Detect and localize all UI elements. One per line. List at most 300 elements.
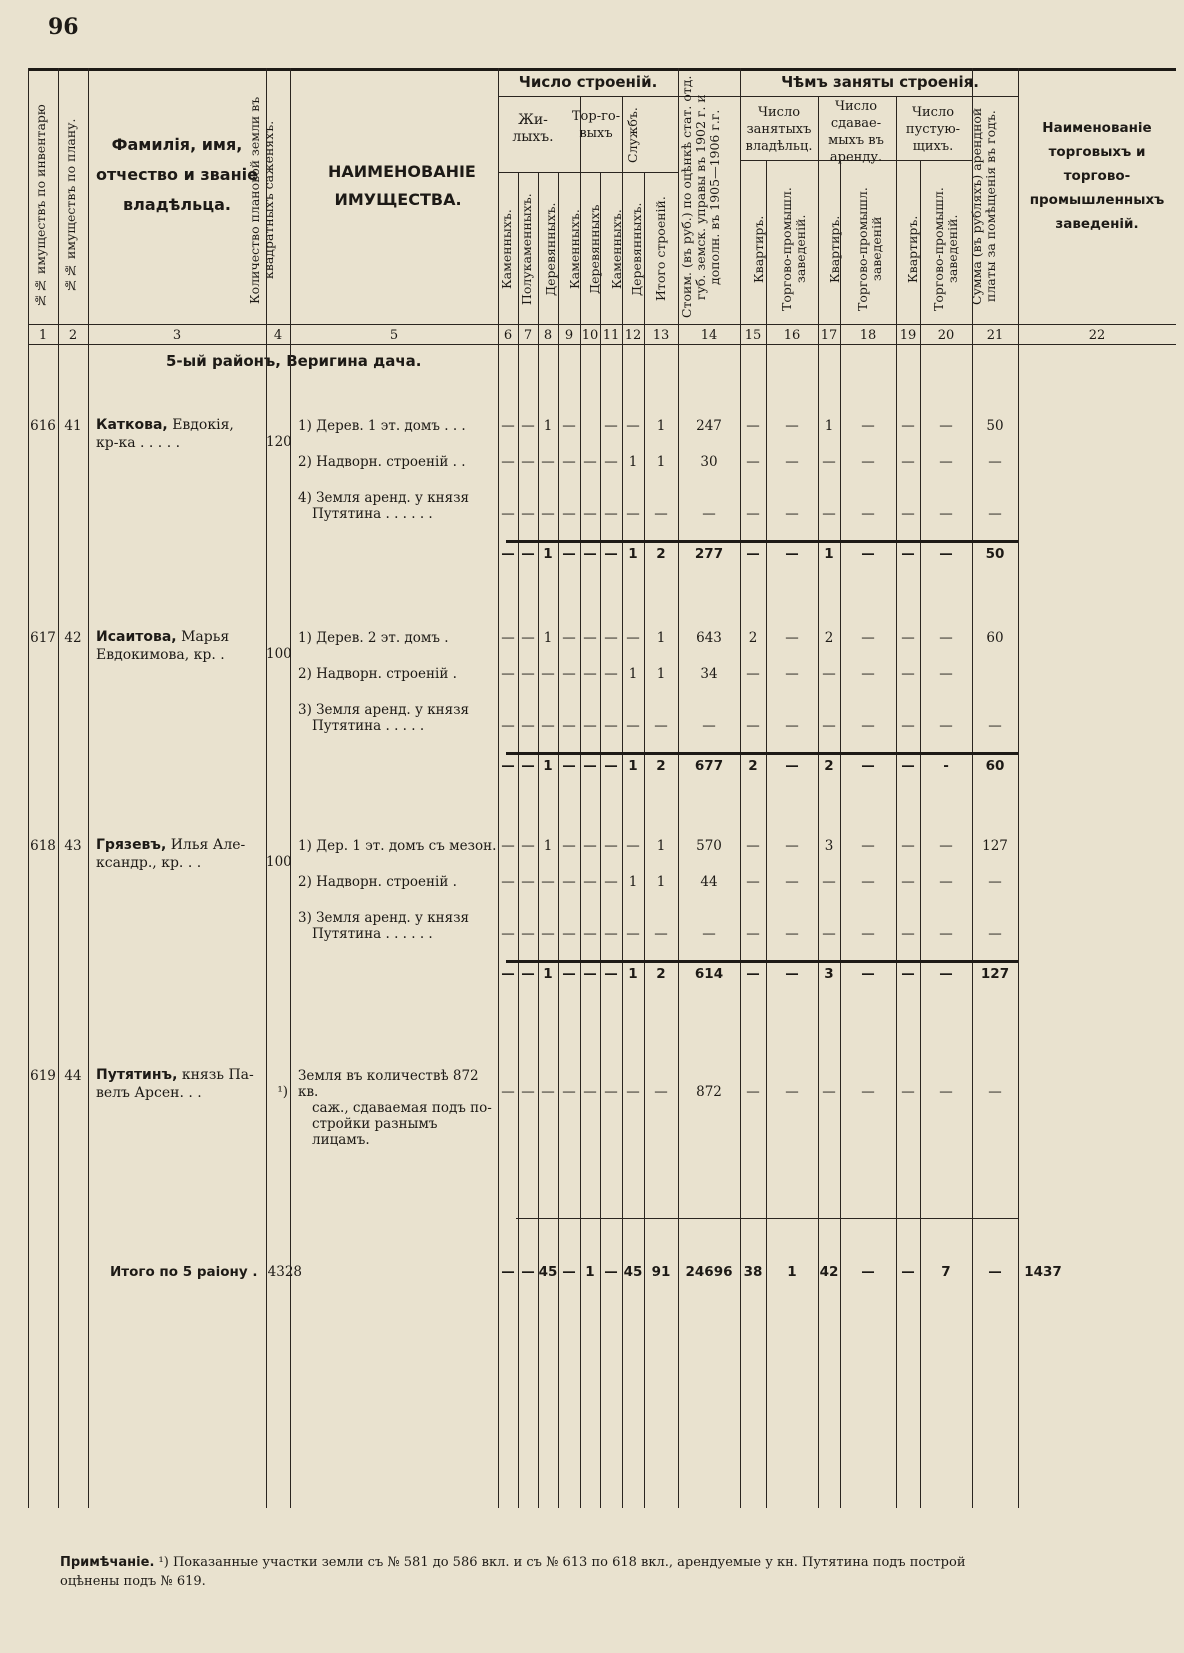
column-rule: [88, 68, 89, 1508]
header-rented: Число сдавае-мыхъ въ аренду.: [828, 99, 884, 165]
table-cell: —: [501, 718, 515, 734]
header-service-stone: Каменныхъ.: [609, 209, 624, 289]
table-cell: —: [939, 926, 953, 942]
table-cell: —: [562, 966, 576, 982]
table-cell: —: [521, 546, 535, 562]
table-cell: —: [521, 718, 535, 734]
property-name: 2) Надворн. строеній .: [298, 666, 457, 682]
property-item: [298, 910, 498, 942]
table-cell: —: [654, 926, 668, 942]
owner-surname: Исаитова,: [96, 629, 177, 645]
district-total-cell: —: [901, 1264, 915, 1280]
table-cell: —: [604, 506, 618, 522]
table-cell: —: [521, 758, 535, 774]
table-cell: 60: [985, 758, 1005, 774]
table-cell: 2: [748, 630, 758, 646]
land-area: 100: [266, 854, 292, 870]
table-cell: —: [562, 874, 576, 890]
header-cost: Стоим. (въ руб.) по оцѣнкѣ стат. отд. губ. земск. управы въ 1902 г. и дополн. въ 1905—1906 г.г.: [679, 75, 722, 319]
table-cell: —: [746, 966, 760, 982]
table-cell: —: [861, 546, 875, 562]
table-cell: —: [861, 418, 875, 434]
table-cell: —: [521, 966, 535, 982]
district-total-cell: —: [604, 1264, 618, 1280]
district-total-cell: 45: [623, 1264, 643, 1280]
table-cell: —: [785, 966, 799, 982]
header-occupied-group: Чѣмъ заняты строенія.: [781, 73, 979, 91]
property-item: [298, 418, 498, 434]
header-land-area: Количество плановой земли въ квадратныхъ саженяхъ.: [247, 96, 276, 304]
table-cell: 44: [700, 874, 718, 890]
table-cell: —: [501, 666, 515, 682]
table-cell: 2: [824, 630, 834, 646]
group-header-rule: [498, 96, 1018, 97]
header-bottom-rule: [28, 324, 1176, 325]
owner-title: ксандр., кр. . .: [96, 855, 202, 871]
table-cell: —: [901, 666, 915, 682]
table-cell: —: [901, 966, 915, 982]
header-trade-industrial-1: Торгово-промышл. заведеній.: [779, 187, 808, 311]
table-cell: 1: [656, 418, 666, 434]
owner-name: [96, 1066, 266, 1102]
table-cell: 127: [980, 966, 1010, 982]
column-number: 4: [273, 328, 283, 343]
header-apartments-3: Квартиръ.: [905, 215, 920, 283]
table-cell: —: [785, 926, 799, 942]
column-number: 17: [820, 328, 838, 343]
table-cell: —: [939, 718, 953, 734]
property-name: 2) Надворн. строеній . .: [298, 454, 466, 470]
table-cell: —: [901, 758, 915, 774]
header-owners-occupied: Число занятыхъ владѣльц.: [745, 105, 813, 154]
district-total-cell: —: [861, 1264, 875, 1280]
table-cell: —: [562, 454, 576, 470]
table-cell: —: [521, 838, 535, 854]
inventory-number: 616: [30, 418, 56, 434]
table-cell: —: [785, 546, 799, 562]
table-cell: —: [822, 1084, 836, 1100]
table-cell: 2: [656, 758, 666, 774]
table-cell: —: [626, 838, 640, 854]
column-rule: [58, 68, 59, 1508]
table-cell: —: [583, 630, 597, 646]
column-rule: [896, 96, 897, 1508]
table-left-rule: [28, 68, 29, 1508]
table-cell: —: [861, 758, 875, 774]
table-cell: 50: [985, 546, 1005, 562]
table-cell: —: [583, 666, 597, 682]
property-name-cont: стройки разнымъ лицамъ.: [312, 1116, 438, 1148]
column-rule: [920, 160, 921, 1508]
table-cell: —: [702, 506, 716, 522]
table-cell: —: [939, 1084, 953, 1100]
table-cell: —: [562, 418, 576, 434]
district-total-cell: 24696: [685, 1264, 733, 1280]
table-cell: —: [562, 630, 576, 646]
header-apartments-2: Квартиръ.: [827, 215, 842, 283]
property-item: [298, 874, 498, 890]
table-cell: 1: [656, 630, 666, 646]
table-cell: 1: [656, 838, 666, 854]
column-number: 18: [859, 328, 877, 343]
header-trade-wooden: Деревянныхъ: [587, 204, 602, 294]
table-cell: —: [501, 926, 515, 942]
table-cell: 1: [656, 666, 666, 682]
district-total-cell: —: [988, 1264, 1002, 1280]
table-cell: —: [501, 1084, 515, 1100]
table-cell: 1: [628, 666, 638, 682]
owner-title: велъ Арсен. . .: [96, 1085, 202, 1101]
plan-number: 41: [64, 418, 82, 434]
column-rule: [766, 160, 767, 1508]
owner-name: [96, 416, 266, 452]
district-total-cell: 1: [585, 1264, 595, 1280]
table-cell: —: [521, 874, 535, 890]
table-cell: 277: [694, 546, 724, 562]
table-cell: —: [939, 418, 953, 434]
table-cell: 1: [628, 546, 638, 562]
table-cell: —: [746, 666, 760, 682]
table-cell: —: [541, 1084, 555, 1100]
colnum-rule: [28, 344, 1176, 345]
owner-given-name: Илья Але-: [166, 837, 246, 853]
table-cell: 1: [543, 546, 553, 562]
table-cell: —: [501, 454, 515, 470]
table-cell: 34: [700, 666, 718, 682]
property-name: 1) Дерев. 2 эт. домъ .: [298, 630, 449, 646]
table-cell: 247: [696, 418, 722, 434]
table-cell: —: [521, 666, 535, 682]
table-cell: —: [861, 630, 875, 646]
district-total-land: 4328: [267, 1264, 302, 1280]
district-total-cell: —: [501, 1264, 515, 1280]
column-rule: [498, 68, 499, 1508]
district-title: 5-ый районъ, Веригина дача.: [166, 352, 422, 370]
table-cell: 1: [656, 454, 666, 470]
owner-title: кр-ка . . . . .: [96, 435, 181, 451]
table-cell: —: [746, 838, 760, 854]
subgroup-rule: [498, 172, 678, 173]
owner-given-name: князь Па-: [177, 1067, 254, 1083]
table-cell: 3: [824, 966, 834, 982]
table-cell: —: [785, 838, 799, 854]
property-name-cont: Путятина . . . . . .: [312, 926, 433, 942]
table-cell: —: [746, 718, 760, 734]
table-cell: —: [541, 926, 555, 942]
column-number: 3: [172, 328, 182, 343]
table-cell: —: [901, 1084, 915, 1100]
table-cell: —: [861, 506, 875, 522]
table-cell: —: [939, 506, 953, 522]
table-cell: —: [988, 718, 1002, 734]
column-number: 9: [564, 328, 574, 343]
district-total-cell: 42: [819, 1264, 839, 1280]
property-name: Земля въ количествѣ 872 кв.: [298, 1068, 479, 1100]
table-cell: —: [939, 546, 953, 562]
table-cell: —: [939, 874, 953, 890]
table-cell: —: [861, 926, 875, 942]
table-cell: —: [746, 546, 760, 562]
district-total-rule: [516, 1218, 1018, 1219]
table-cell: —: [583, 718, 597, 734]
table-cell: 1: [824, 418, 834, 434]
property-name-cont: саж., сдаваемая подъ по-: [312, 1100, 492, 1116]
table-cell: —: [583, 758, 597, 774]
column-rule: [740, 68, 741, 1508]
property-item: [298, 838, 498, 854]
column-number: 5: [389, 328, 399, 343]
ledger-table: [28, 68, 1176, 1598]
table-cell: —: [604, 418, 618, 434]
table-cell: 614: [694, 966, 724, 982]
table-cell: —: [583, 966, 597, 982]
table-cell: 872: [696, 1084, 722, 1100]
table-cell: —: [541, 874, 555, 890]
table-cell: —: [604, 718, 618, 734]
table-cell: —: [746, 1084, 760, 1100]
district-total-label: Итого по 5 раіону .: [110, 1264, 258, 1280]
table-cell: 1: [543, 758, 553, 774]
table-cell: —: [785, 1084, 799, 1100]
owner-surname: Путятинъ,: [96, 1067, 178, 1083]
column-number: 8: [543, 328, 553, 343]
table-cell: —: [785, 874, 799, 890]
table-cell: —: [785, 718, 799, 734]
district-total-cell: 45: [538, 1264, 558, 1280]
owner-surname: Каткова,: [96, 417, 168, 433]
table-cell: —: [861, 838, 875, 854]
table-cell: —: [562, 718, 576, 734]
table-cell: —: [746, 418, 760, 434]
table-cell: —: [746, 874, 760, 890]
column-number: 7: [523, 328, 533, 343]
subtotal-rule: [506, 540, 1018, 543]
table-cell: —: [822, 454, 836, 470]
table-cell: —: [604, 874, 618, 890]
table-cell: —: [521, 926, 535, 942]
header-apartments-1: Квартиръ.: [751, 215, 766, 283]
table-cell: 1: [543, 838, 553, 854]
table-cell: —: [901, 454, 915, 470]
district-total-cell: 38: [743, 1264, 763, 1280]
inventory-number: 618: [30, 838, 56, 854]
table-cell: —: [988, 506, 1002, 522]
table-cell: 1: [543, 630, 553, 646]
column-number: 20: [937, 328, 955, 343]
table-cell: —: [654, 506, 668, 522]
table-cell: —: [901, 630, 915, 646]
table-cell: —: [501, 966, 515, 982]
table-cell: —: [901, 718, 915, 734]
property-name: 4) Земля аренд. у князя: [298, 490, 470, 506]
column-number: 13: [652, 328, 670, 343]
plan-number: 42: [64, 630, 82, 646]
header-property: НАИМЕНОВАНІЕ ИМУЩЕСТВА.: [328, 162, 476, 209]
subtotal-rule: [506, 960, 1018, 963]
table-cell: —: [541, 666, 555, 682]
table-cell: —: [939, 966, 953, 982]
column-number: 12: [624, 328, 642, 343]
table-cell: —: [521, 506, 535, 522]
header-stone: Каменныхъ.: [499, 209, 514, 289]
table-cell: 1: [824, 546, 834, 562]
header-trade-establishments: Наименованіе торговыхъ и торгово-промышленныхъ заведеній.: [1029, 120, 1165, 232]
table-cell: —: [604, 966, 618, 982]
page-number: 96: [48, 14, 79, 40]
table-cell: —: [702, 718, 716, 734]
table-cell: —: [604, 454, 618, 470]
table-cell: —: [988, 874, 1002, 890]
land-area: 100: [266, 646, 292, 662]
property-name-cont: Путятина . . . . .: [312, 718, 425, 734]
column-rule: [266, 68, 267, 1508]
table-cell: —: [901, 838, 915, 854]
column-rule: [622, 96, 623, 1508]
table-cell: -: [943, 758, 949, 774]
owner-name: [96, 628, 266, 664]
table-cell: —: [604, 1084, 618, 1100]
table-cell: —: [562, 506, 576, 522]
header-wooden: Деревянныхъ.: [543, 202, 558, 296]
table-cell: —: [604, 758, 618, 774]
table-cell: —: [822, 926, 836, 942]
table-cell: —: [939, 838, 953, 854]
table-cell: 50: [986, 418, 1004, 434]
table-cell: 1: [543, 966, 553, 982]
table-cell: —: [939, 666, 953, 682]
property-item: [298, 630, 498, 646]
column-rule: [1018, 68, 1019, 1508]
table-cell: —: [785, 418, 799, 434]
column-rule: [290, 68, 291, 1508]
table-cell: 30: [700, 454, 718, 470]
district-total-cell: 91: [651, 1264, 671, 1280]
header-total-buildings: Итого строеній.: [653, 196, 668, 302]
table-cell: —: [654, 718, 668, 734]
table-cell: —: [583, 546, 597, 562]
table-cell: —: [785, 630, 799, 646]
column-number: 11: [602, 328, 620, 343]
table-cell: —: [583, 926, 597, 942]
table-cell: —: [785, 506, 799, 522]
owner-title: Евдокимова, кр. .: [96, 647, 225, 663]
column-number: 21: [986, 328, 1004, 343]
table-cell: —: [861, 1084, 875, 1100]
property-name: 2) Надворн. строеній .: [298, 874, 457, 890]
table-cell: 2: [748, 758, 758, 774]
table-cell: 2: [656, 966, 666, 982]
table-cell: —: [604, 926, 618, 942]
owner-surname: Грязевъ,: [96, 837, 167, 853]
footnote-text-2: оцѣнены подъ № 619.: [60, 1574, 206, 1589]
table-cell: —: [501, 630, 515, 646]
table-cell: 127: [982, 838, 1008, 854]
table-cell: —: [901, 418, 915, 434]
column-number: 22: [1088, 328, 1106, 343]
table-cell: —: [583, 874, 597, 890]
table-cell: —: [583, 454, 597, 470]
table-cell: —: [861, 718, 875, 734]
table-cell: —: [626, 718, 640, 734]
table-cell: —: [501, 874, 515, 890]
column-number: 10: [581, 328, 599, 343]
inventory-number: 619: [30, 1068, 56, 1084]
plan-number: 44: [64, 1068, 82, 1084]
table-cell: —: [604, 630, 618, 646]
table-cell: —: [562, 1084, 576, 1100]
table-cell: —: [541, 454, 555, 470]
table-cell: —: [604, 666, 618, 682]
table-cell: —: [562, 758, 576, 774]
table-cell: —: [901, 546, 915, 562]
table-cell: —: [785, 666, 799, 682]
table-cell: —: [822, 874, 836, 890]
table-cell: 1: [656, 874, 666, 890]
land-area: ¹): [277, 1084, 288, 1100]
table-cell: —: [583, 506, 597, 522]
table-cell: —: [521, 1084, 535, 1100]
property-item: [298, 454, 498, 470]
land-area: 120: [266, 434, 292, 450]
table-cell: —: [541, 718, 555, 734]
table-cell: —: [501, 546, 515, 562]
header-owner: Фамилія, имя, отчество и званіе владѣльца.: [96, 135, 258, 214]
table-cell: —: [939, 454, 953, 470]
property-name-cont: Путятина . . . . . .: [312, 506, 433, 522]
district-total-cell: 7: [941, 1264, 951, 1280]
owner-given-name: Марья: [176, 629, 230, 645]
table-cell: —: [521, 630, 535, 646]
table-cell: —: [746, 454, 760, 470]
table-cell: —: [988, 1084, 1002, 1100]
table-cell: —: [861, 454, 875, 470]
table-cell: —: [501, 758, 515, 774]
property-name: 1) Дерев. 1 эт. домъ . . .: [298, 418, 466, 434]
table-cell: —: [861, 966, 875, 982]
district-total-cell: —: [521, 1264, 535, 1280]
district-total-cell: 1: [787, 1264, 797, 1280]
header-residential: Жи-лыхъ.: [512, 112, 554, 145]
column-rule: [818, 96, 819, 1508]
table-cell: —: [562, 926, 576, 942]
table-cell: —: [501, 506, 515, 522]
column-number: 1: [38, 328, 48, 343]
table-cell: —: [604, 546, 618, 562]
table-cell: 570: [696, 838, 722, 854]
table-cell: —: [562, 666, 576, 682]
table-cell: —: [746, 506, 760, 522]
table-cell: 677: [694, 758, 724, 774]
property-item: [298, 666, 498, 682]
column-number: 14: [700, 328, 718, 343]
table-cell: 2: [824, 758, 834, 774]
header-trade: Тор-го-выхъ: [571, 109, 621, 141]
property-name: 3) Земля аренд. у князя: [298, 910, 470, 926]
table-cell: 2: [656, 546, 666, 562]
table-top-rule: [28, 68, 1176, 71]
column-number: 16: [783, 328, 801, 343]
table-cell: —: [822, 718, 836, 734]
header-service-wooden: Деревянныхъ.: [629, 202, 644, 296]
header-service: Службъ.: [625, 107, 640, 163]
owner-given-name: Евдокія,: [167, 417, 234, 433]
table-cell: —: [822, 506, 836, 522]
table-cell: 1: [628, 758, 638, 774]
column-number: 6: [503, 328, 513, 343]
table-cell: —: [501, 418, 515, 434]
table-cell: —: [901, 506, 915, 522]
district-total-cell: —: [562, 1264, 576, 1280]
